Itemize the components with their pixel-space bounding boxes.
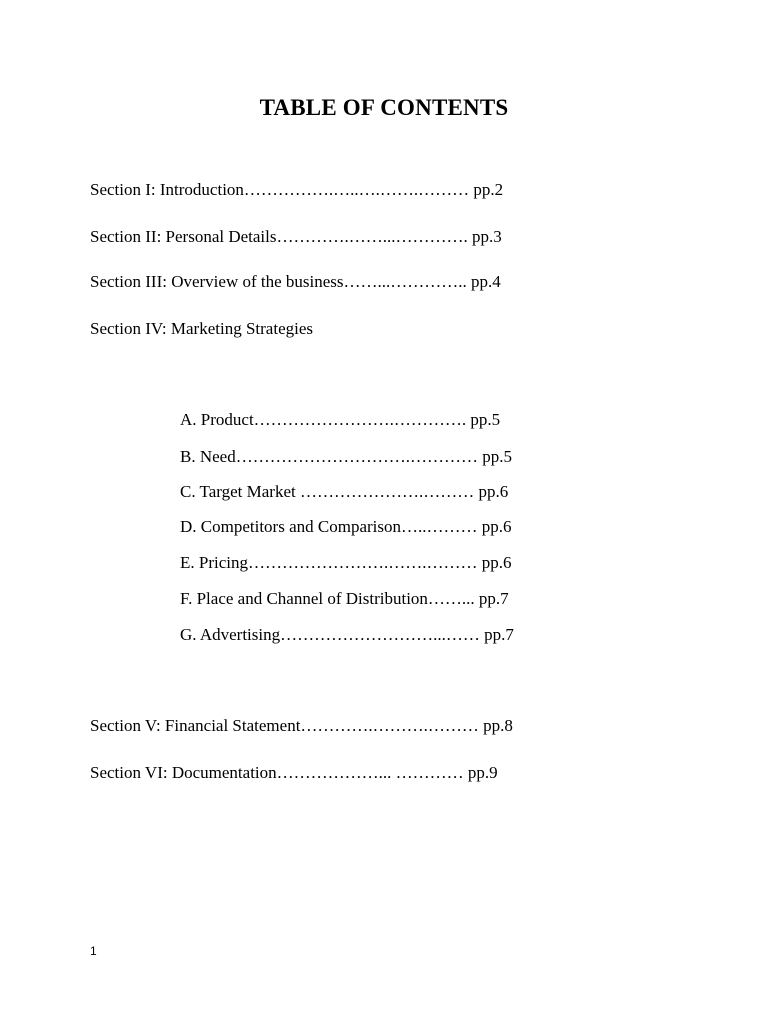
page-number: 1	[90, 944, 97, 958]
toc-subentry-b: B. Need………………………….………… pp.5	[180, 447, 512, 466]
toc-entry-section-3: Section III: Overview of the business……...………….. pp.4	[90, 272, 501, 291]
toc-subentry-c: C. Target Market ………………….……… pp.6	[180, 482, 509, 501]
toc-entry-section-1: Section I: Introduction…………….…..….…….……… pp.2	[90, 180, 504, 199]
toc-subentry-a: A. Product…………………….…………. pp.5	[180, 410, 501, 429]
toc-subentry-f: F. Place and Channel of Distribution……... pp.7	[180, 589, 509, 608]
toc-entry-section-6: Section VI: Documentation………………... ………… pp.9	[90, 763, 498, 782]
toc-subentry-g: G. Advertising………………………...…… pp.7	[180, 625, 514, 644]
toc-entry-section-2: Section II: Personal Details………….……...…………. pp.3	[90, 227, 502, 246]
toc-subentry-d: D. Competitors and Comparison…..……… pp.6	[180, 517, 512, 536]
toc-entry-section-5: Section V: Financial Statement………….……….……… pp.8	[90, 716, 513, 735]
toc-entry-section-4: Section IV: Marketing Strategies	[90, 319, 313, 338]
toc-subentry-e: E. Pricing…………………….…….……… pp.6	[180, 553, 512, 572]
page-title: TABLE OF CONTENTS	[259, 95, 509, 120]
